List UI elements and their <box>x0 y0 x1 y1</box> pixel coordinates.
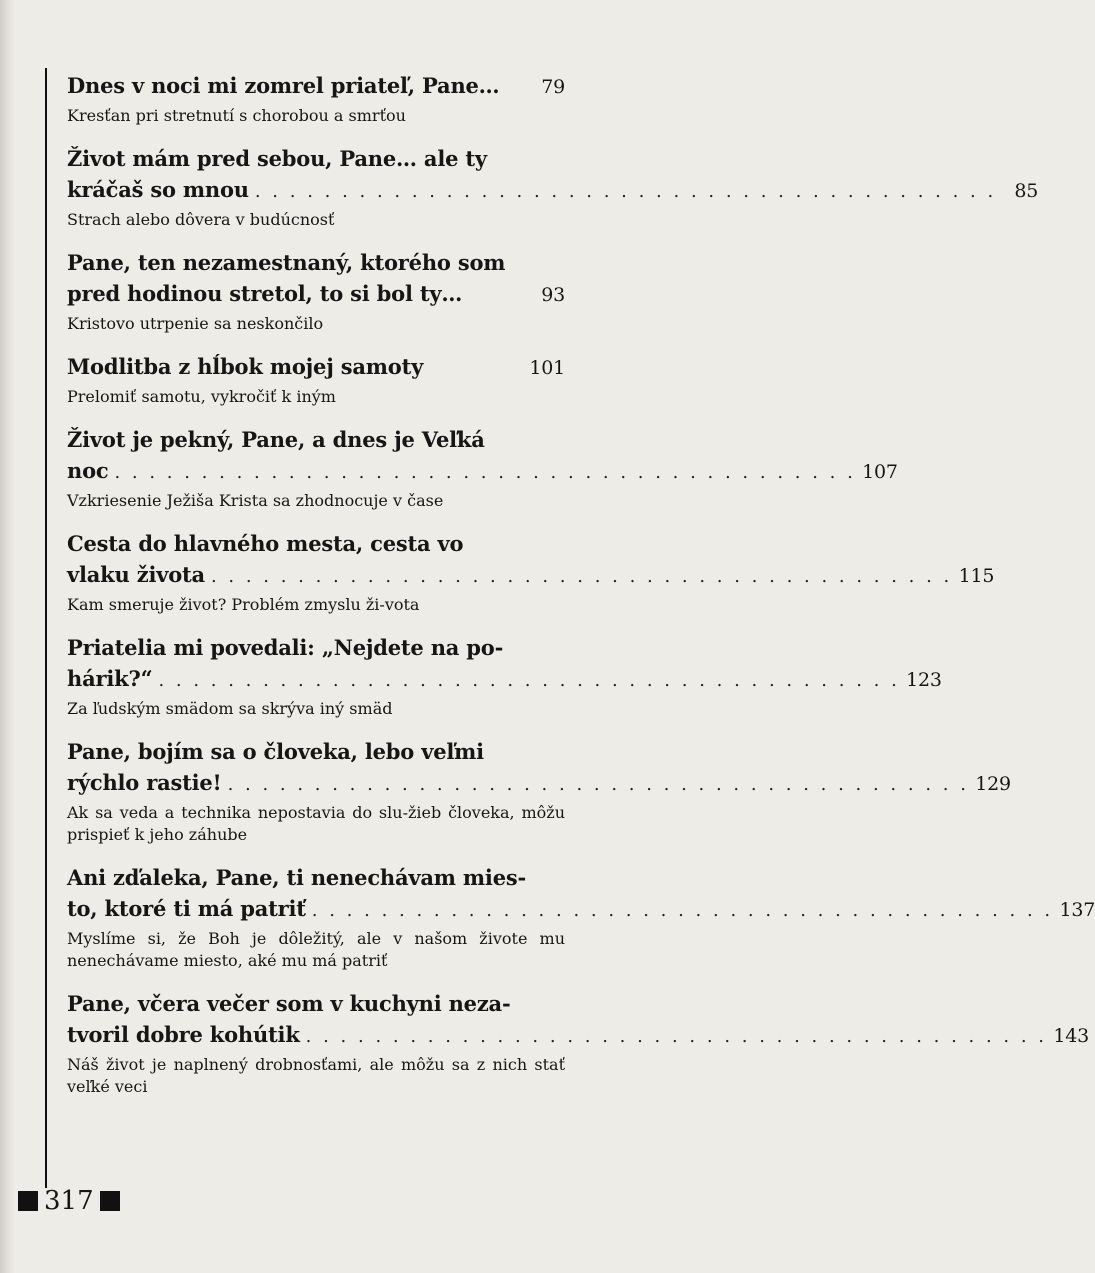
entry-title-last-line <box>67 278 565 311</box>
entry-page-number: 93 <box>541 284 565 306</box>
entry-title <box>67 736 1011 800</box>
entry-subtitle: Náš život je naplnený drobnosťami, ale môžu sa z nich stať veľké veci <box>67 1055 565 1096</box>
entry-title <box>67 988 1090 1052</box>
entry-title-text: hárik?“ <box>67 666 153 691</box>
entry-subtitle: Kristovo utrpenie sa neskončilo <box>67 314 324 333</box>
entry-subtitle: Ak sa veda a technika nepostavia do slu-žieb človeka, môžu prispieť k jeho záhube <box>67 803 565 844</box>
entry-title-text: kráčaš so mnou <box>67 177 249 202</box>
toc-entry[interactable] <box>67 862 1095 972</box>
entry-title-text: vlaku života <box>67 562 205 587</box>
margin-rule <box>45 68 47 1188</box>
entry-title-line: Pane, bojím sa o človeka, lebo veľmi <box>67 739 484 764</box>
entry-subtitle: Prelomiť samotu, vykročiť k iným <box>67 387 336 406</box>
entry-title-last-line <box>67 351 565 384</box>
entry-title-last-line <box>67 174 1039 207</box>
toc-entry[interactable] <box>67 247 565 335</box>
entry-title-line: Ani zďaleka, Pane, ti nenechávam mies- <box>67 865 527 890</box>
toc-entry[interactable] <box>67 351 565 408</box>
dot-leader: . . . . . . . . . . . . . . . . . . . . . . . . . . . . . . . . . . . . . . . . . . . <box>158 670 900 691</box>
entry-subtitle: Kresťan pri stretnutí s chorobou a smrťou <box>67 106 406 125</box>
toc-entry[interactable] <box>67 70 565 127</box>
entry-title <box>67 351 565 384</box>
toc-entry[interactable] <box>67 528 995 616</box>
square-ornament-icon <box>100 1191 120 1211</box>
entry-subtitle: Myslíme si, že Boh je dôležitý, ale v našom živote mu nenechávame miesto, aké mu má patriť <box>67 929 565 970</box>
entry-title-text: tvoril dobre kohútik <box>67 1022 300 1047</box>
entry-subtitle: Kam smeruje život? Problém zmyslu ži-vota <box>67 595 420 614</box>
table-of-contents <box>67 70 1095 1114</box>
square-ornament-icon <box>18 1191 38 1211</box>
entry-title <box>67 247 565 311</box>
toc-entry[interactable] <box>67 736 1011 846</box>
entry-title-last-line <box>67 767 1011 800</box>
toc-entry[interactable] <box>67 424 898 512</box>
page-number: 317 <box>44 1186 94 1216</box>
entry-page-number: 143 <box>1053 1025 1090 1047</box>
entry-title-line: Cesta do hlavného mesta, cesta vo <box>67 531 464 556</box>
dot-leader: . . . . . . . . . . . . . . . . . . . . . . . . . . . . . . . . . . . . . . . . . . . <box>210 566 953 587</box>
page-footer <box>18 1186 120 1216</box>
entry-title-line: Pane, včera večer som v kuchyni neza- <box>67 991 511 1016</box>
entry-title-last-line <box>67 663 942 696</box>
entry-title-text: pred hodinou stretol, to si bol ty… <box>67 281 463 306</box>
entry-page-number: 137 <box>1059 899 1095 921</box>
dot-leader: . . . . . . . . . . . . . . . . . . . . . . . . . . . . . . . . . . . . . . . . . . . <box>114 462 856 483</box>
entry-page-number: 123 <box>906 669 942 691</box>
entry-title <box>67 528 995 592</box>
entry-page-number: 101 <box>529 357 565 379</box>
entry-title-last-line <box>67 455 898 488</box>
entry-title-line: Pane, ten nezamestnaný, ktorého som <box>67 250 506 275</box>
dot-leader: . . . . . . . . . . . . . . . . . . . . . . . . . . . . . . . . . . . . . . . . . . . <box>227 774 969 795</box>
entry-title-text: rýchlo rastie! <box>67 770 222 795</box>
entry-page-number: 85 <box>1014 180 1039 202</box>
book-spine-shadow <box>0 0 16 1273</box>
toc-entry[interactable] <box>67 143 1039 231</box>
entry-title-text: noc <box>67 458 109 483</box>
entry-page-number: 129 <box>975 773 1011 795</box>
entry-title-text: Modlitba z hĺbok mojej samoty <box>67 354 424 379</box>
toc-entry[interactable] <box>67 988 1090 1098</box>
entry-subtitle: Vzkriesenie Ježiša Krista sa zhodnocuje v čase <box>67 491 444 510</box>
entry-subtitle: Strach alebo dôvera v budúcnosť <box>67 210 335 229</box>
entry-title <box>67 424 898 488</box>
entry-title-line: Priatelia mi povedali: „Nejdete na po- <box>67 635 504 660</box>
entry-subtitle: Za ľudským smädom sa skrýva iný smäd <box>67 699 393 718</box>
entry-title <box>67 632 942 696</box>
entry-title-last-line <box>67 1019 1090 1052</box>
entry-page-number: 107 <box>862 461 898 483</box>
dot-leader: . . . . . . . . . . . . . . . . . . . . . . . . . . . . . . . . . . . . . . . . . . . <box>254 181 997 202</box>
entry-title <box>67 70 565 103</box>
entry-title-last-line <box>67 893 1095 926</box>
entry-title-last-line <box>67 559 995 592</box>
entry-title-line: Život mám pred sebou, Pane… ale ty <box>67 146 487 171</box>
entry-page-number: 115 <box>958 565 995 587</box>
entry-title-text: Dnes v noci mi zomrel priateľ, Pane… <box>67 73 500 98</box>
entry-title-line: Život je pekný, Pane, a dnes je Veľká <box>67 427 485 452</box>
dot-leader: . . . . . . . . . . . . . . . . . . . . . . . . . . . . . . . . . . . . . . . . . . . <box>311 900 1054 921</box>
entry-title-text: to, ktoré ti má patriť <box>67 896 306 921</box>
entry-title <box>67 862 1095 926</box>
entry-title-last-line <box>67 70 565 103</box>
dot-leader: . . . . . . . . . . . . . . . . . . . . . . . . . . . . . . . . . . . . . . . . . . . <box>305 1026 1048 1047</box>
toc-entry[interactable] <box>67 632 942 720</box>
entry-page-number: 79 <box>541 76 565 98</box>
entry-title <box>67 143 1039 207</box>
